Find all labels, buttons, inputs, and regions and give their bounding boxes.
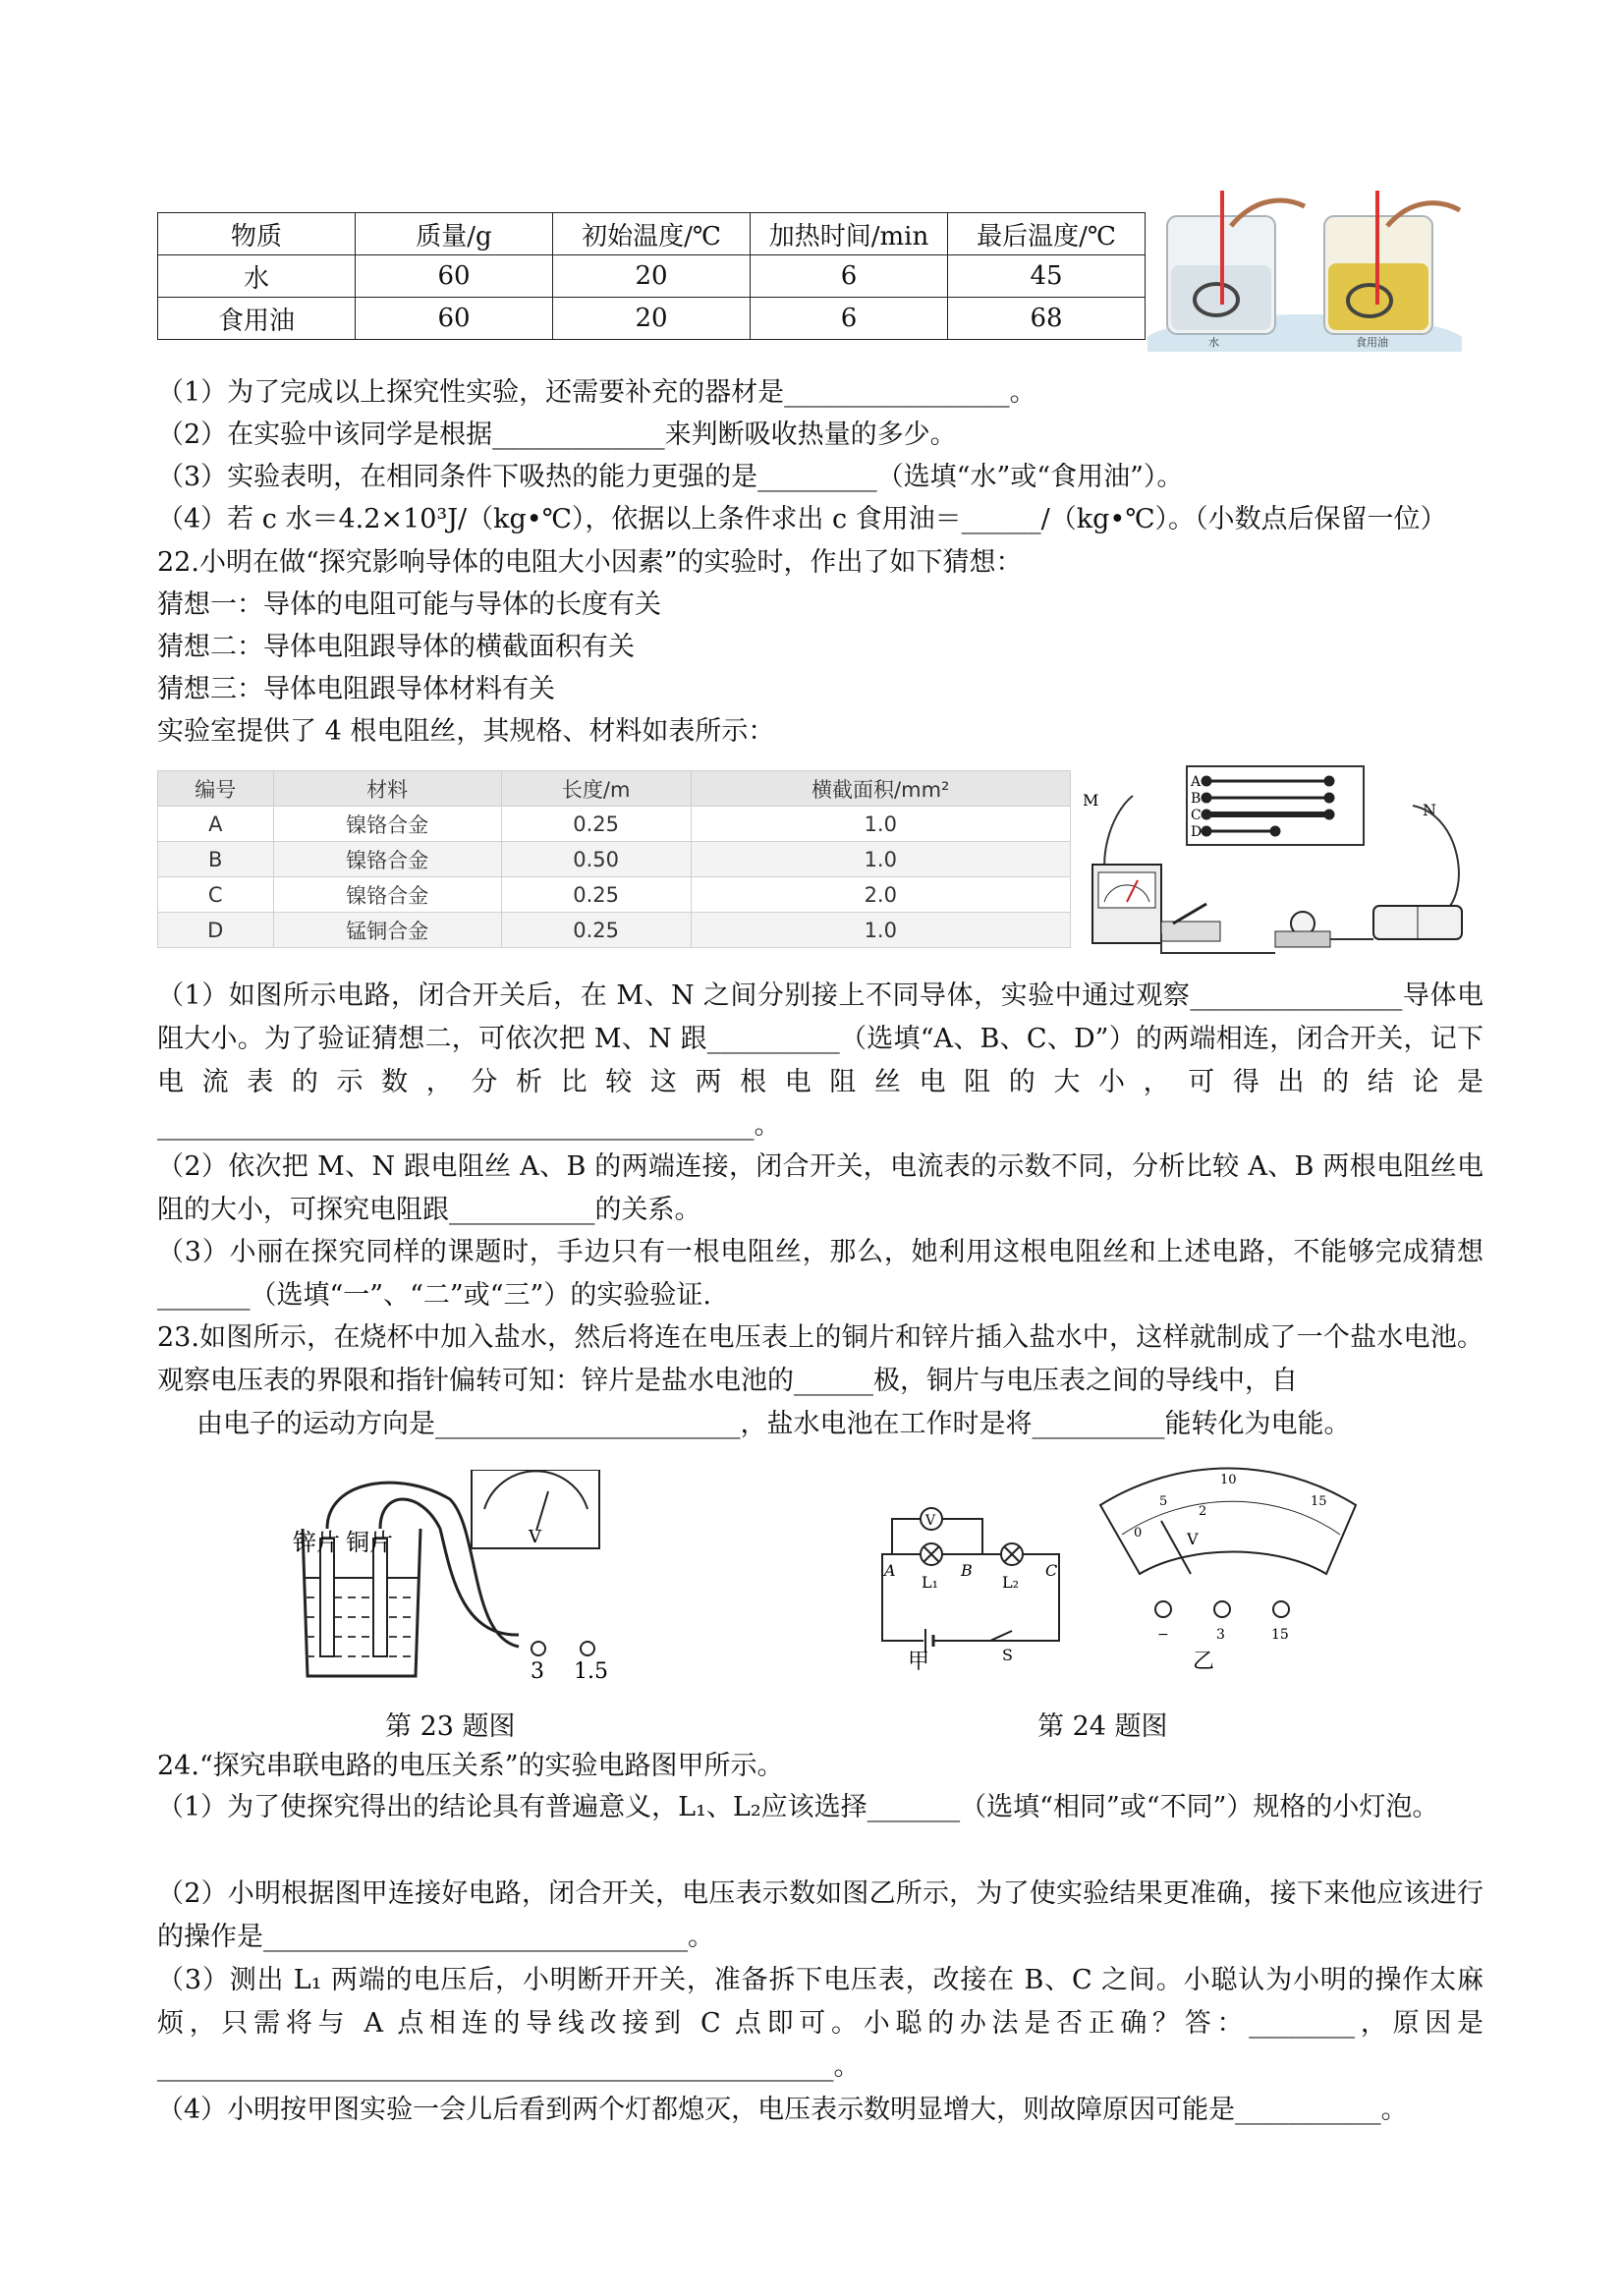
table-cell: 6	[751, 298, 948, 340]
table-header-cell: 初始温度/℃	[553, 213, 751, 255]
terminal-label: 15	[1271, 1627, 1289, 1643]
scale-label: 15	[1311, 1494, 1327, 1509]
table-cell: 2.0	[691, 877, 1070, 913]
table-row	[158, 913, 1071, 948]
beaker-label-oil: 食用油	[1356, 336, 1388, 349]
wire-label: D	[1191, 824, 1203, 840]
resistance-circuit-figure	[1079, 756, 1476, 975]
table-cell: 1.0	[691, 913, 1070, 948]
table-cell: 镍铬合金	[273, 877, 501, 913]
node-a-label: A	[884, 1561, 896, 1580]
figure-yi-label: 乙	[1193, 1650, 1215, 1672]
q21-part3: （3）实验表明，在相同条件下吸热的能力更强的是_________（选填“水”或“食用油”）。	[157, 462, 1184, 492]
scale-label: 2	[1199, 1504, 1207, 1519]
node-b-label: B	[961, 1561, 973, 1580]
terminal-3-label: 3	[531, 1659, 544, 1684]
q22-guess1: 猜想一：导体的电阻可能与导体的长度有关	[157, 589, 661, 620]
table-cell: 0.25	[501, 877, 691, 913]
table-row	[158, 842, 1071, 877]
table-cell: 镍铬合金	[273, 842, 501, 877]
lamp-l1-label: L₁	[922, 1573, 939, 1592]
salt-water-battery-figure	[283, 1470, 627, 1686]
terminal-m-label: M	[1083, 791, 1099, 810]
q22-part1: （1）如图所示电路，闭合开关后，在 M、N 之间分别接上不同导体，实验中通过观察________________导体电阻大小。为了验证猜想二，可依次把 M、N 跟__________（选填“A、B、C、D”）的两端相连，闭合开关，记下电流表的示数，分析比较这两根电阻丝电阻的大小，可得出的结论是_____________________________________________。	[157, 980, 1483, 1141]
q23-part1: 23.如图所示，在烧杯中加入盐水，然后将连在电压表上的铜片和锌片插入盐水中，这样就制成了一个盐水电池。观察电压表的界限和指针偏转可知：锌片是盐水电池的______极，铜片与电压表之间的导线中，自	[157, 1322, 1483, 1396]
table-header-row	[158, 771, 1071, 807]
table-cell: 60	[356, 255, 553, 298]
table-cell: 45	[948, 255, 1146, 298]
q22-guess2: 猜想二：导体电阻跟导体的横截面积有关	[157, 632, 635, 662]
zinc-plate-label: 锌片	[293, 1529, 340, 1556]
series-circuit-figure	[865, 1466, 1415, 1672]
table-cell: 0.50	[501, 842, 691, 877]
table-cell: A	[158, 807, 274, 842]
q21-part4: （4）若 c 水＝4.2×10³J/（kg•℃），依据以上条件求出 c 食用油＝______/（kg•℃）。（小数点后保留一位）	[157, 504, 1447, 534]
table-cell: 20	[553, 298, 751, 340]
figure-24-caption: 第 24 题图	[1037, 1711, 1168, 1742]
table-cell: 水	[158, 255, 356, 298]
voltmeter-symbol: V	[925, 1513, 936, 1529]
beakers-image	[1147, 187, 1462, 352]
table-header-cell: 质量/g	[356, 213, 553, 255]
wire-label: C	[1191, 808, 1202, 823]
scale-label: 10	[1220, 1473, 1237, 1487]
wire-label: B	[1191, 791, 1202, 807]
q24-part2: （2）小明根据图甲连接好电路，闭合开关，电压表示数如图乙所示，为了使实验结果更准确，接下来他应该进行的操作是________________________________。	[157, 1878, 1483, 1952]
terminal-1.5-label: 1.5	[574, 1659, 608, 1684]
q22-part2: （2）依次把 M、N 跟电阻丝 A、B 的两端连接，闭合开关，电流表的示数不同，分析比较 A、B 两根电阻丝电阻的大小，可探究电阻跟___________的关系。	[157, 1151, 1483, 1225]
table-cell: 1.0	[691, 842, 1070, 877]
specific-heat-table	[157, 212, 1146, 340]
wire-label: A	[1191, 774, 1202, 790]
table-header-cell: 横截面积/mm²	[691, 771, 1070, 807]
table-cell: 食用油	[158, 298, 356, 340]
table-cell: 0.25	[501, 807, 691, 842]
q21-part2: （2）在实验中该同学是根据_____________来判断吸收热量的多少。	[157, 420, 957, 450]
scale-label: 0	[1134, 1526, 1143, 1540]
resistance-wire-table	[157, 770, 1071, 948]
voltmeter-symbol: V	[529, 1527, 541, 1547]
q21-part1: （1）为了完成以上探究性实验，还需要补充的器材是_________________。	[157, 377, 1036, 408]
table-row	[158, 255, 1146, 298]
lamp-l2-label: L₂	[1002, 1573, 1020, 1592]
table-header-cell: 长度/m	[501, 771, 691, 807]
table-cell: 60	[356, 298, 553, 340]
table-cell: D	[158, 913, 274, 948]
q22-guess3: 猜想三：导体电阻跟导体材料有关	[157, 674, 555, 704]
q24-intro: 24.“探究串联电路的电压关系”的实验电路图甲所示。	[157, 1751, 784, 1781]
figure-jia-label: 甲	[908, 1650, 930, 1672]
q24-part3: （3）测出 L₁ 两端的电压后，小明断开开关，准备拆下电压表，改接在 B、C 之间。小聪认为小明的操作太麻烦，只需将与 A 点相连的导线改接到 C 点即可。小聪的办法是否正确？答：________，原因是___________________________________________________。	[157, 1965, 1483, 2082]
scale-label: 5	[1159, 1494, 1168, 1509]
table-header-cell: 最后温度/℃	[948, 213, 1146, 255]
q24-part4: （4）小明按甲图实验一会儿后看到两个灯都熄灭，电压表示数明显增大，则故障原因可能是___________。	[157, 2095, 1408, 2125]
table-header-row	[158, 213, 1146, 255]
terminal-label: 3	[1216, 1627, 1225, 1643]
terminal-n-label: N	[1423, 801, 1436, 819]
table-cell: 锰铜合金	[273, 913, 501, 948]
table-row	[158, 807, 1071, 842]
q23-part2: 由电子的运动方向是_______________________，盐水电池在工作时是将__________能转化为电能。	[196, 1409, 1351, 1439]
table-cell: C	[158, 877, 274, 913]
beaker-label-water: 水	[1208, 336, 1219, 349]
q22-lab-text: 实验室提供了 4 根电阻丝，其规格、材料如表所示：	[157, 716, 775, 747]
switch-label: S	[1002, 1646, 1013, 1664]
terminal-label: −	[1157, 1627, 1169, 1643]
table-header-cell: 物质	[158, 213, 356, 255]
voltmeter-symbol: V	[1187, 1530, 1199, 1548]
table-header-cell: 编号	[158, 771, 274, 807]
table-cell: B	[158, 842, 274, 877]
q22-intro: 22.小明在做“探究影响导体的电阻大小因素”的实验时，作出了如下猜想：	[157, 547, 1023, 578]
node-c-label: C	[1045, 1561, 1058, 1580]
table-row	[158, 877, 1071, 913]
figure-23-caption: 第 23 题图	[385, 1711, 516, 1742]
table-cell: 0.25	[501, 913, 691, 948]
copper-plate-label: 铜片	[346, 1529, 393, 1556]
table-cell: 1.0	[691, 807, 1070, 842]
table-cell: 68	[948, 298, 1146, 340]
q22-part3: （3）小丽在探究同样的课题时，手边只有一根电阻丝，那么，她利用这根电阻丝和上述电路，不能够完成猜想_______（选填“一”、“二”或“三”）的实验验证.	[157, 1237, 1483, 1311]
table-header-cell: 材料	[273, 771, 501, 807]
table-cell: 镍铬合金	[273, 807, 501, 842]
table-header-cell: 加热时间/min	[751, 213, 948, 255]
table-row	[158, 298, 1146, 340]
table-cell: 20	[553, 255, 751, 298]
q24-part1: （1）为了使探究得出的结论具有普遍意义，L₁、L₂应该选择_______（选填“相同”或“不同”）规格的小灯泡。	[157, 1792, 1439, 1822]
table-cell: 6	[751, 255, 948, 298]
